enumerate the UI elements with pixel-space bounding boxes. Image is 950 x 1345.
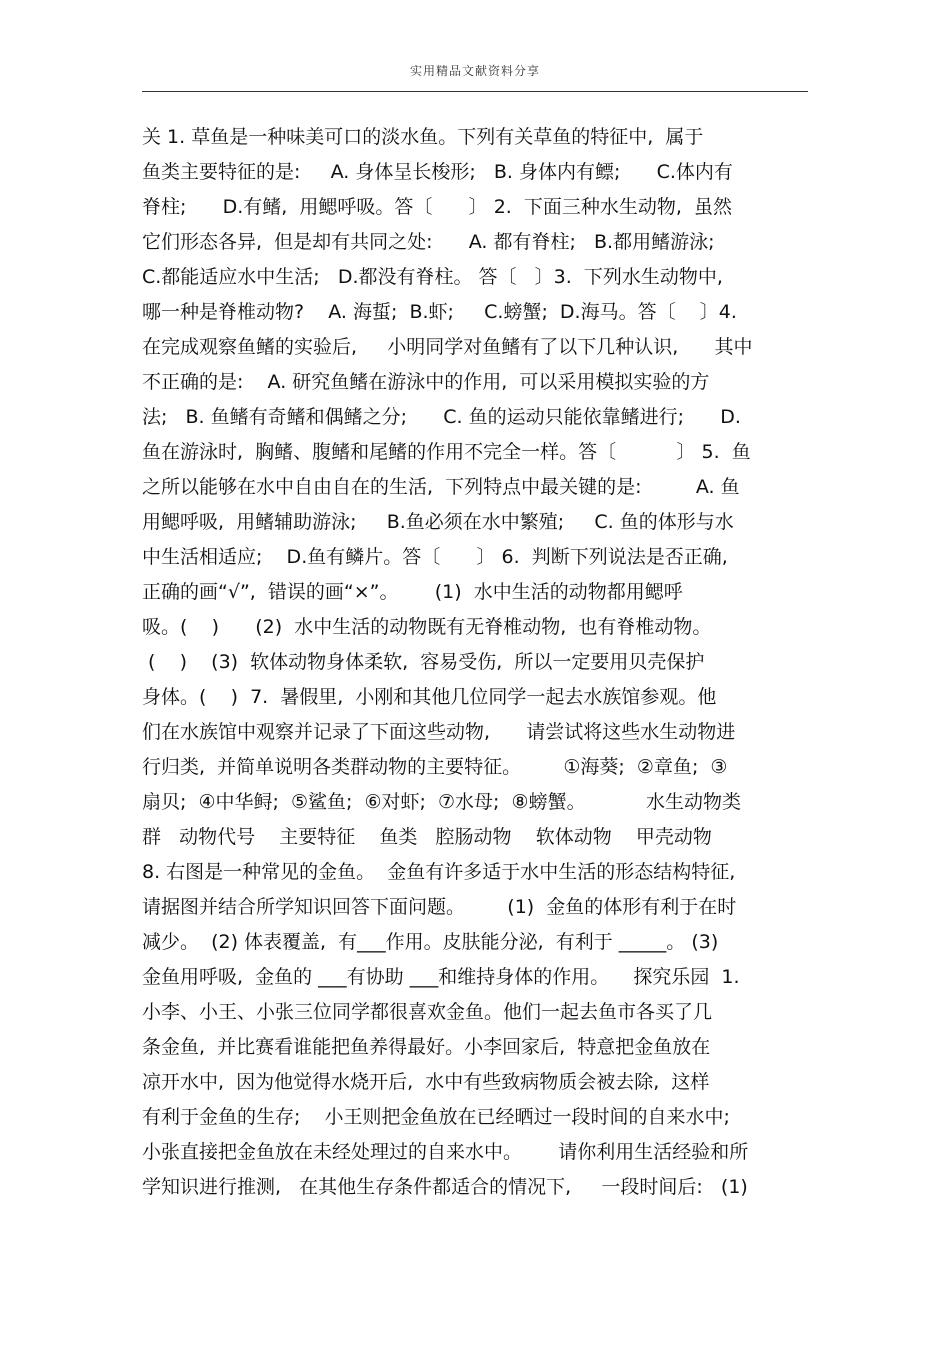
- text-line: 行归类, 并简单说明各类群动物的主要特征。 ①海葵; ②章鱼; ③: [142, 756, 728, 778]
- text-line: 小张直接把金鱼放在未经处理过的自来水中。 请你利用生活经验和所: [142, 1141, 749, 1163]
- text-line: 们在水族馆中观察并记录了下面这些动物, 请尝试将这些水生动物进: [142, 721, 736, 743]
- text-line: 用鳃呼吸, 用鳍辅助游泳; B.鱼必须在水中繁殖; C. 鱼的体形与水: [142, 511, 734, 533]
- header-divider: [142, 91, 808, 92]
- text-line: 有利于金鱼的生存; 小王则把金鱼放在已经晒过一段时间的自来水中;: [142, 1106, 730, 1128]
- text-line: 群 动物代号 主要特征 鱼类 腔肠动物 软体动物 甲壳动物: [142, 826, 712, 848]
- text-line: 金鱼用呼吸, 金鱼的 ___有协助 ___和维持身体的作用。 探究乐园 1.: [142, 966, 740, 988]
- text-line: ( ) (3) 软体动物身体柔软, 容易受伤, 所以一定要用贝壳保护: [142, 651, 705, 673]
- text-line: 凉开水中, 因为他觉得水烧开后, 水中有些致病物质会被去除, 这样: [142, 1071, 710, 1093]
- text-line: 不正确的是: A. 研究鱼鳍在游泳中的作用, 可以采用模拟实验的方: [142, 371, 710, 393]
- text-line: 中生活相适应; D.鱼有鳞片。答〔 〕 6. 判断下列说法是否正确,: [142, 546, 728, 568]
- text-line: 法; B. 鱼鳍有奇鳍和偶鳍之分; C. 鱼的运动只能依靠鳍进行; D.: [142, 406, 741, 428]
- text-line: 吸。( ) (2) 水中生活的动物既有无脊椎动物, 也有脊椎动物。: [142, 616, 712, 638]
- text-line: 在完成观察鱼鳍的实验后, 小明同学对鱼鳍有了以下几种认识, 其中: [142, 336, 753, 358]
- text-line: 扇贝; ④中华鲟; ⑤鲨鱼; ⑥对虾; ⑦水母; ⑧螃蟹。 水生动物类: [142, 791, 741, 813]
- text-line: 鱼类主要特征的是: A. 身体呈长梭形; B. 身体内有鳔; C.体内有: [142, 161, 733, 183]
- page-header-title: 实用精品文献资料分享: [409, 64, 540, 78]
- text-line: 请据图并结合所学知识回答下面问题。 (1) 金鱼的体形有利于在时: [142, 896, 737, 918]
- text-line: 关 1. 草鱼是一种味美可口的淡水鱼。下列有关草鱼的特征中, 属于: [142, 126, 704, 148]
- text-line: 减少。 (2) 体表覆盖, 有___作用。皮肤能分泌, 有利于 _____。 (3): [142, 931, 719, 953]
- text-line: 之所以能够在水中自由自在的生活, 下列特点中最关键的是: A. 鱼: [142, 476, 740, 498]
- text-line: 身体。( ) 7. 暑假里, 小刚和其他几位同学一起去水族馆参观。他: [142, 686, 717, 708]
- text-line: 它们形态各异, 但是却有共同之处: A. 都有脊柱; B.都用鳍游泳;: [142, 231, 715, 253]
- text-line: 学知识进行推测, 在其他生存条件都适合的情况下, 一段时间后: (1): [142, 1176, 748, 1198]
- text-line: 8. 右图是一种常见的金鱼。 金鱼有许多适于水中生活的形态结构特征,: [142, 861, 736, 883]
- text-line: 哪一种是脊椎动物? A. 海蜇; B.虾; C.螃蟹; D.海马。答〔 〕4.: [142, 301, 737, 323]
- text-line: 条金鱼, 并比赛看谁能把鱼养得最好。小李回家后, 特意把金鱼放在: [142, 1036, 711, 1058]
- document-body: [142, 120, 812, 1205]
- text-line: 脊柱; D.有鳍, 用鳃呼吸。答〔 〕 2. 下面三种水生动物, 虽然: [142, 196, 733, 218]
- text-line: 正确的画“√”, 错误的画“×”。 (1) 水中生活的动物都用鳃呼: [142, 581, 683, 603]
- text-line: 鱼在游泳时, 胸鳍、腹鳍和尾鳍的作用不完全一样。答〔 〕 5. 鱼: [142, 441, 751, 463]
- text-line: 小李、小王、小张三位同学都很喜欢金鱼。他们一起去鱼市各买了几: [142, 1001, 713, 1023]
- text-line: C.都能适应水中生活; D.都没有脊柱。 答〔 〕3. 下列水生动物中,: [142, 266, 723, 288]
